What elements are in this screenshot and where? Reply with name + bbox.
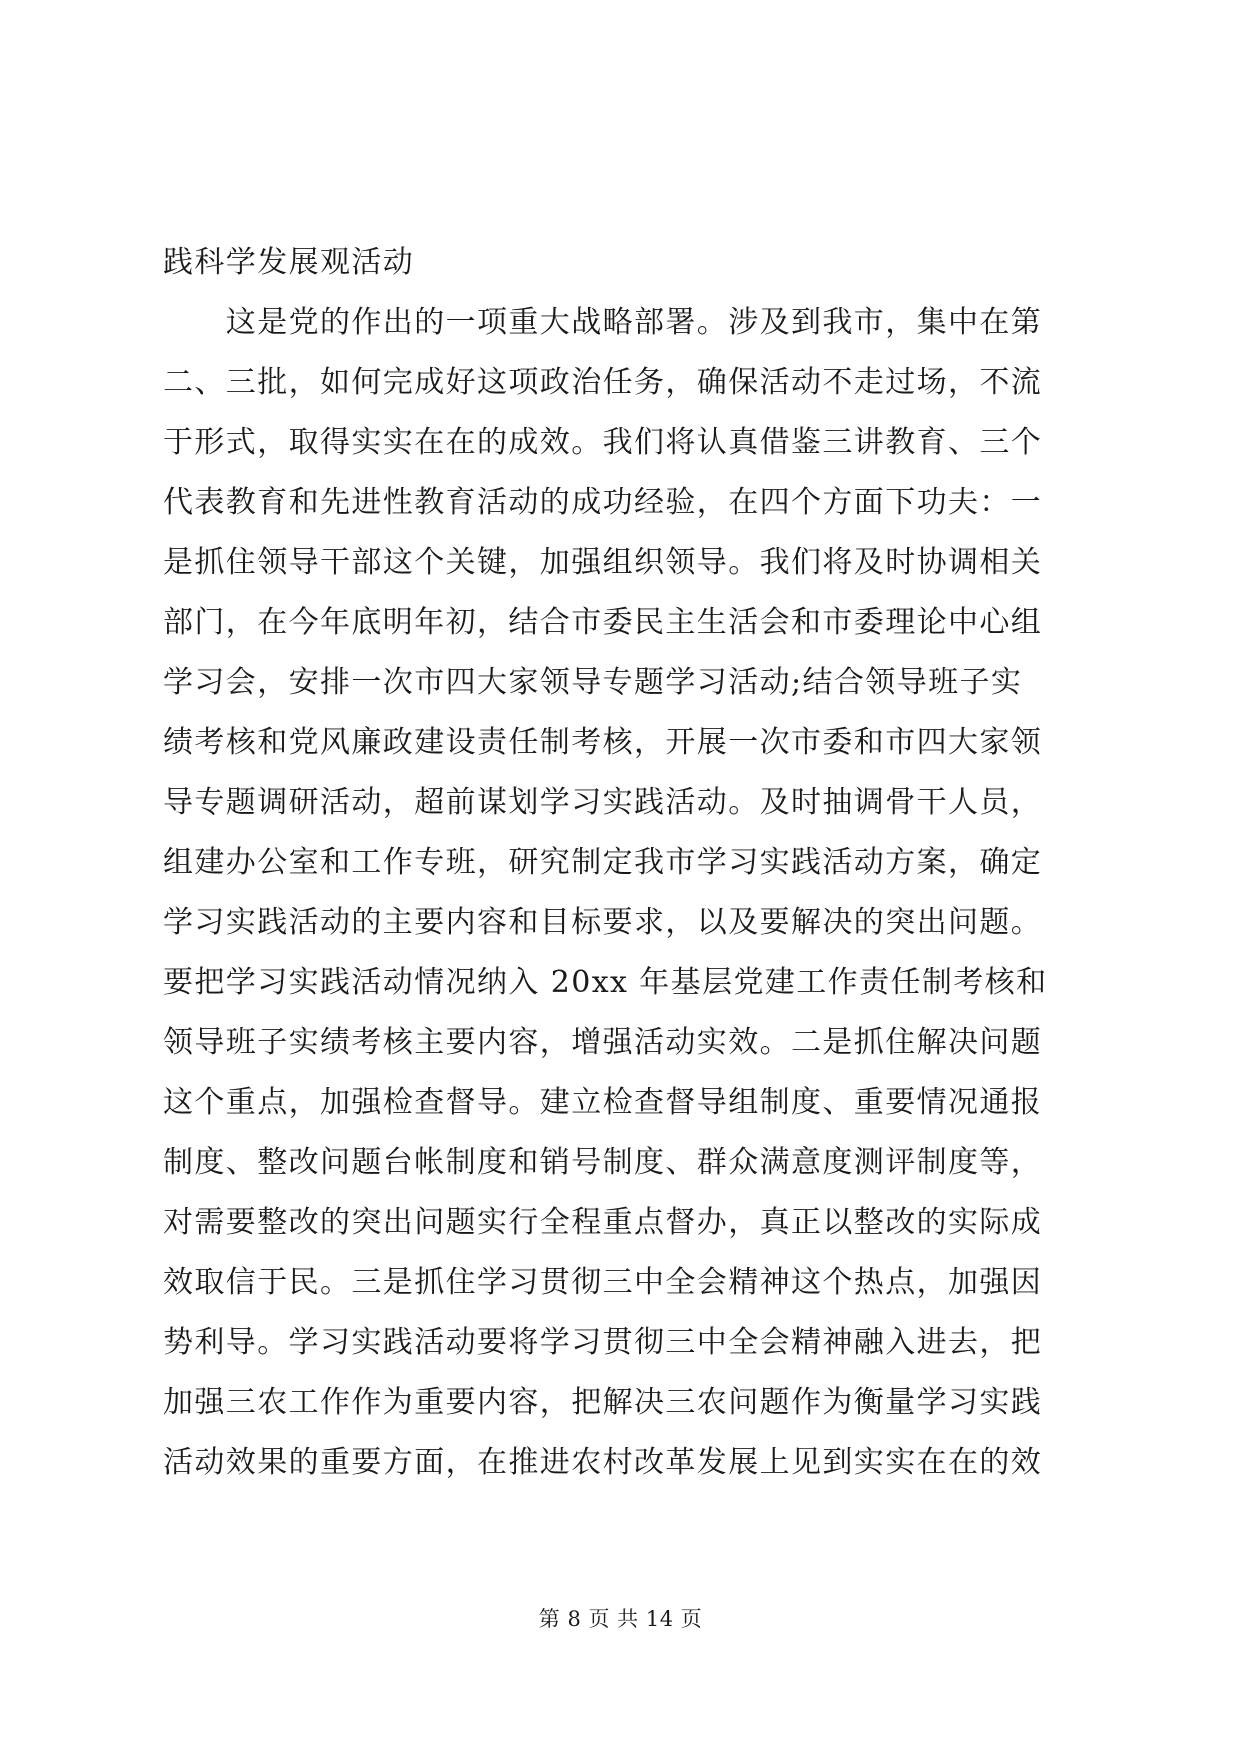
text-line: 是抓住领导干部这个关键，加强组织领导。我们将及时协调相关 [163, 545, 1043, 580]
text-line: 绩考核和党风廉政建设责任制考核，开展一次市委和市四大家领 [163, 725, 1043, 760]
text-line: 活动效果的重要方面，在推进农村改革发展上见到实实在在的效 [163, 1445, 1043, 1480]
text-line: 组建办公室和工作专班，研究制定我市学习实践活动方案，确定 [163, 845, 1043, 880]
text-line: 代表教育和先进性教育活动的成功经验，在四个方面下功夫：一 [163, 485, 1043, 520]
text-line: 践科学发展观活动 [163, 245, 415, 280]
text-line: 这个重点，加强检查督导。建立检查督导组制度、重要情况通报 [163, 1085, 1043, 1120]
text-line: 加强三农工作作为重要内容，把解决三农问题作为衡量学习实践 [163, 1385, 1043, 1420]
text-line: 要把学习实践活动情况纳入 20xx 年基层党建工作责任制考核和 [163, 965, 1048, 1000]
text-line: 于形式，取得实实在在的成效。我们将认真借鉴三讲教育、三个 [163, 425, 1043, 460]
text-line: 二、三批，如何完成好这项政治任务，确保活动不走过场，不流 [163, 365, 1043, 400]
text-line: 部门，在今年底明年初，结合市委民主生活会和市委理论中心组 [163, 605, 1043, 640]
text-line: 势利导。学习实践活动要将学习贯彻三中全会精神融入进去，把 [163, 1325, 1043, 1360]
page-number-footer: 第 8 页 共 14 页 [538, 1607, 703, 1631]
text-line: 对需要整改的突出问题实行全程重点督办，真正以整改的实际成 [163, 1205, 1043, 1240]
text-line: 学习会，安排一次市四大家领导专题学习活动;结合领导班子实 [163, 665, 1023, 700]
text-line: 这是党的作出的一项重大战略部署。涉及到我市，集中在第 [163, 305, 1043, 340]
body-text [163, 233, 1083, 1493]
text-line: 学习实践活动的主要内容和目标要求，以及要解决的突出问题。 [163, 905, 1043, 940]
text-line: 制度、整改问题台帐制度和销号制度、群众满意度测评制度等， [163, 1145, 1043, 1180]
text-line: 导专题调研活动，超前谋划学习实践活动。及时抽调骨干人员， [163, 785, 1043, 820]
text-line: 领导班子实绩考核主要内容，增强活动实效。二是抓住解决问题 [163, 1025, 1043, 1060]
text-line: 效取信于民。三是抓住学习贯彻三中全会精神这个热点，加强因 [163, 1265, 1043, 1300]
